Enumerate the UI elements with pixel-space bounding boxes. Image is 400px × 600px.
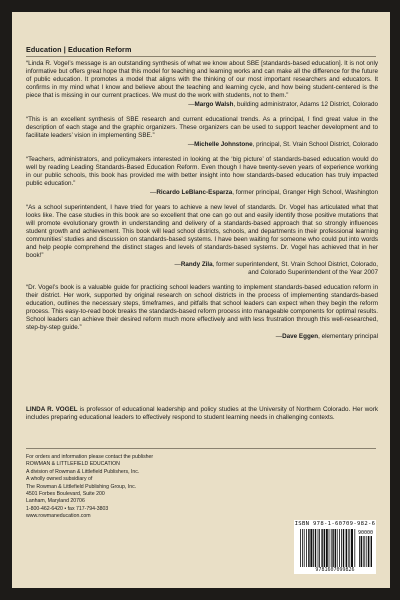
quote-attribution: —Ricardo LeBlanc-Esparza, former principal, Granger High School, Washington [150,189,378,196]
price-code: 90000 [357,530,373,536]
praise-section [26,60,378,348]
quote-author: Michelle Johnstone [194,141,253,148]
ean-barcode-bars [294,520,376,574]
quote-attribution: —Randy Zila, former superintendent, St. Vrain School District, Colorado, and Colorado Superintendent of the Year 2007 [174,261,378,276]
praise-quote [26,156,378,197]
quote-text: “This is an excellent synthesis of SBE research and current educational trends. As a principal, I find great value in the description of each stage and the graphic organizers. These organizers can be used to support teacher development and to facilitate leaders’ vision in implementing SBE.” [26,116,378,139]
quote-author: Randy Zila [180,261,213,268]
quote-author-role-line2: and Colorado Superintendent of the Year 2007 [248,269,378,276]
divider [26,56,376,57]
praise-quote [26,284,378,341]
quote-text: “As a school superintendent, I have tried for years to achieve a new level of standards. Dr. Vogel has articulated what that looks like. The case studies in this book are so excellent that one can go out and easily identify those positive mutations that will promote evolutionary growth in understanding and delivery of a standards-based approach that so strongly influences student growth and achievement. This book will lead school districts, schools, and departments in their professional learning communities’ studies and discussion on standards-based systems. I have been waiting for someone who could put into words and help people comprehend the distinct stages and levels of standards-based systems. Dr. Vogel has achieved that in her book!” [26,204,378,259]
publisher-line: www.rowmaneducation.com [26,513,91,520]
quote-author-role: , principal, St. Vrain School District, Colorado [252,141,378,148]
quote-author: Dave Eggen [282,333,319,340]
quote-text: “Linda R. Vogel’s message is an outstanding synthesis of what we know about SBE [standards-based education]. It is not only informative but offers great hope that this model for teaching and learning works and can make all the difference for the future of public education. It promotes a model that aligns with the thinking of our most important researchers and educators. It confirms in my mind what I know and believe about the teaching and learning cycle, and how being student-centered is the piece that is missing in our current practices. We must do the work with students, not to them.” [26,60,378,99]
quote-author-role: , former principal, Granger High School, Washington [232,189,378,196]
quote-author: Margo Walsh [194,101,234,108]
author-bio [26,406,378,422]
quote-attribution: —Dave Eggen, elementary principal [275,333,378,340]
publisher-line: A division of Rowman & Littlefield Publishers, Inc. [26,468,140,475]
quote-author-role: , former superintendent, St. Vrain School District, Colorado, [212,261,378,268]
quote-attribution: —Michelle Johnstone, principal, St. Vrain School District, Colorado [187,141,378,148]
divider [26,448,376,449]
isbn-text: ISBN 978-1-60709-982-6 [294,521,376,527]
category-label: Education | Education Reform [26,45,132,54]
quote-author-role: , building administrator, Adams 12 District, Colorado [233,101,378,108]
author-name: LINDA R. VOGEL [26,406,78,413]
ean-number: 9781607099826 [315,567,355,573]
publisher-line: A wholly owned subsidiary of [26,476,93,483]
publisher-line: For orders and information please contact the publisher [26,454,154,460]
publisher-line: Lanham, Maryland 20706 [26,498,85,505]
author-bio-text: is professor of educational leadership and policy studies at the University of Northern Colorado. Her work includes preparing educational leaders to effectively respond to student learning needs in challenging contexts. [26,406,378,421]
publisher-info [26,454,153,521]
praise-quote [26,60,378,109]
quote-author: Ricardo LeBlanc-Esparza [156,189,233,196]
quote-attribution: —Margo Walsh, building administrator, Adams 12 District, Colorado [188,101,378,108]
barcode [294,520,376,574]
quote-text: “Dr. Vogel’s book is a valuable guide for practicing school leaders wanting to implement standards-based education reform in their district. Her work, supported by original research on school districts in the process of implementing standards-based education, outlines the necessary steps, timeframes, and pitfalls that school leaders can expect when they begin the reform process. This easy-to-read book breaks the standards-based reform process into manageable components for optimal results. School leaders can achieve their desired reform much more effectively and with less frustration through this well-researched, step-by-step guide.” [26,284,378,331]
publisher-line: 1-800-462-6420 • fax 717-794-3803 [26,505,109,512]
quote-text: “Teachers, administrators, and policymakers interested in looking at the ‘big picture’ of standards-based education would do well by reading Leading Standards-Based Education Reform. Even though I have twenty-seven years of experience working in our public schools, this book has provided me with better insight into how standards-based education has truly impacted public education.” [26,156,378,187]
publisher-line: 4501 Forbes Boulevard, Suite 200 [26,491,105,498]
publisher-line: The Rowman & Littlefield Publishing Group, Inc. [26,483,137,490]
back-cover [12,12,390,588]
praise-quote [26,116,378,149]
quote-author-role: , elementary principal [318,333,378,340]
praise-quote [26,204,378,277]
publisher-line: ROWMAN & LITTLEFIELD EDUCATION [26,461,120,468]
